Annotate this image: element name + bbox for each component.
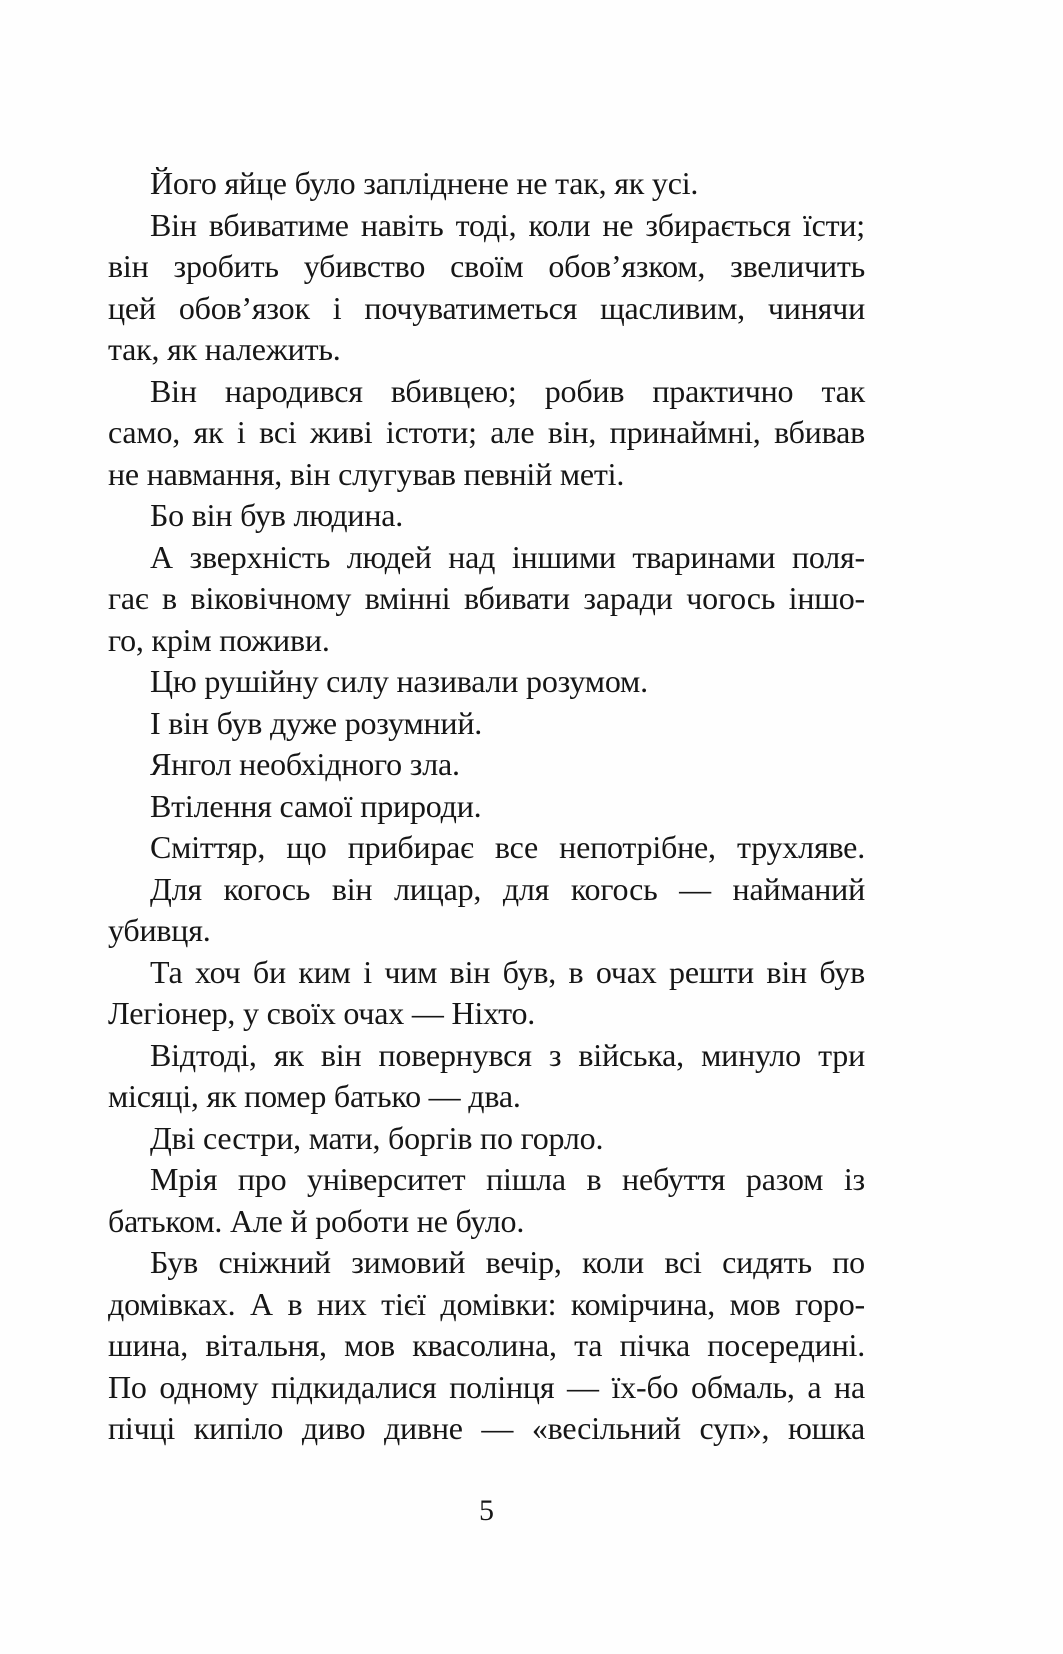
text-line: Сміттяр, що прибирає все непотрібне, трухляве.	[150, 829, 865, 865]
text-line: Дві сестри, мати, боргів по горло.	[150, 1119, 604, 1156]
paragraph	[108, 537, 865, 662]
paragraph	[108, 703, 865, 745]
text-line: він зробить убивство своїм обов’язком, звеличить	[108, 248, 865, 284]
paragraph	[108, 744, 865, 786]
paragraph	[108, 1242, 865, 1450]
text-line: цей обов’язок і почуватиметься щасливим, чинячи	[108, 289, 865, 326]
text-line: Відтоді, як він повернувся з війська, минуло три	[150, 1036, 865, 1073]
text-line: Втілення самої природи.	[150, 787, 482, 824]
paragraph	[108, 661, 865, 703]
text-line: шина, вітальня, мов квасолина, та пічка посередині.	[108, 1327, 865, 1363]
text-line: Був сніжний зимовий вечір, коли всі сидять по	[150, 1244, 865, 1280]
page-number: 5	[479, 1494, 494, 1527]
text-line: Для когось він лицар, для когось — найманий	[150, 870, 865, 907]
text-line: батьком. Але й роботи не було.	[108, 1202, 525, 1239]
text-line: само, як і всі живі істоти; але він, принаймні, вбивав	[108, 414, 865, 450]
text-line: Легіонер, у своїх очах — Ніхто.	[108, 995, 536, 1031]
text-line: домівках. А в них тієї домівки: комірчина, мов горо-	[108, 1285, 865, 1322]
text-line: не навмання, він слугував певній меті.	[108, 455, 625, 492]
text-line: Він народився вбивцею; робив практично так	[150, 372, 865, 409]
text-line: По одному підкидалися полінця — їх-бо обмаль, а на	[108, 1368, 865, 1405]
text-line: Він вбиватиме навіть тоді, коли не збирається їсти;	[150, 206, 865, 243]
paragraph	[108, 786, 865, 828]
paragraph	[108, 495, 865, 537]
text-line: Цю рушійну силу називали розумом.	[150, 663, 648, 699]
text-line: гає в віковічному вмінні вбивати заради чогось іншо-	[108, 580, 865, 616]
paragraph	[108, 205, 865, 371]
text-line: Янгол необхідного зла.	[150, 746, 460, 782]
text-line: Мрія про університет пішла в небуття разом із	[150, 1161, 865, 1197]
text-line: місяці, як помер батько — два.	[108, 1078, 521, 1114]
text-line: убивця.	[108, 912, 211, 948]
text-line: А зверхність людей над іншими тваринами поля-	[150, 538, 865, 575]
paragraph	[108, 163, 865, 205]
paragraph	[108, 952, 865, 1035]
text-block	[108, 163, 865, 1450]
text-line: пічці кипіло диво дивне — «весільний суп», юшка	[108, 1410, 865, 1446]
text-line: Бо він був людина.	[150, 497, 404, 533]
paragraph	[108, 1118, 865, 1160]
text-line: Його яйце було запліднене не так, як усі.	[150, 165, 699, 201]
paragraph	[108, 827, 865, 869]
paragraph	[108, 1159, 865, 1242]
text-line: Та хоч би ким і чим він був, в очах решти він був	[150, 953, 865, 990]
text-line: І він був дуже розумний.	[150, 704, 483, 741]
paragraph	[108, 371, 865, 496]
text-line: го, крім поживи.	[108, 621, 330, 658]
paragraph	[108, 1035, 865, 1118]
paragraph	[108, 869, 865, 952]
text-line: так, як належить.	[108, 331, 341, 367]
